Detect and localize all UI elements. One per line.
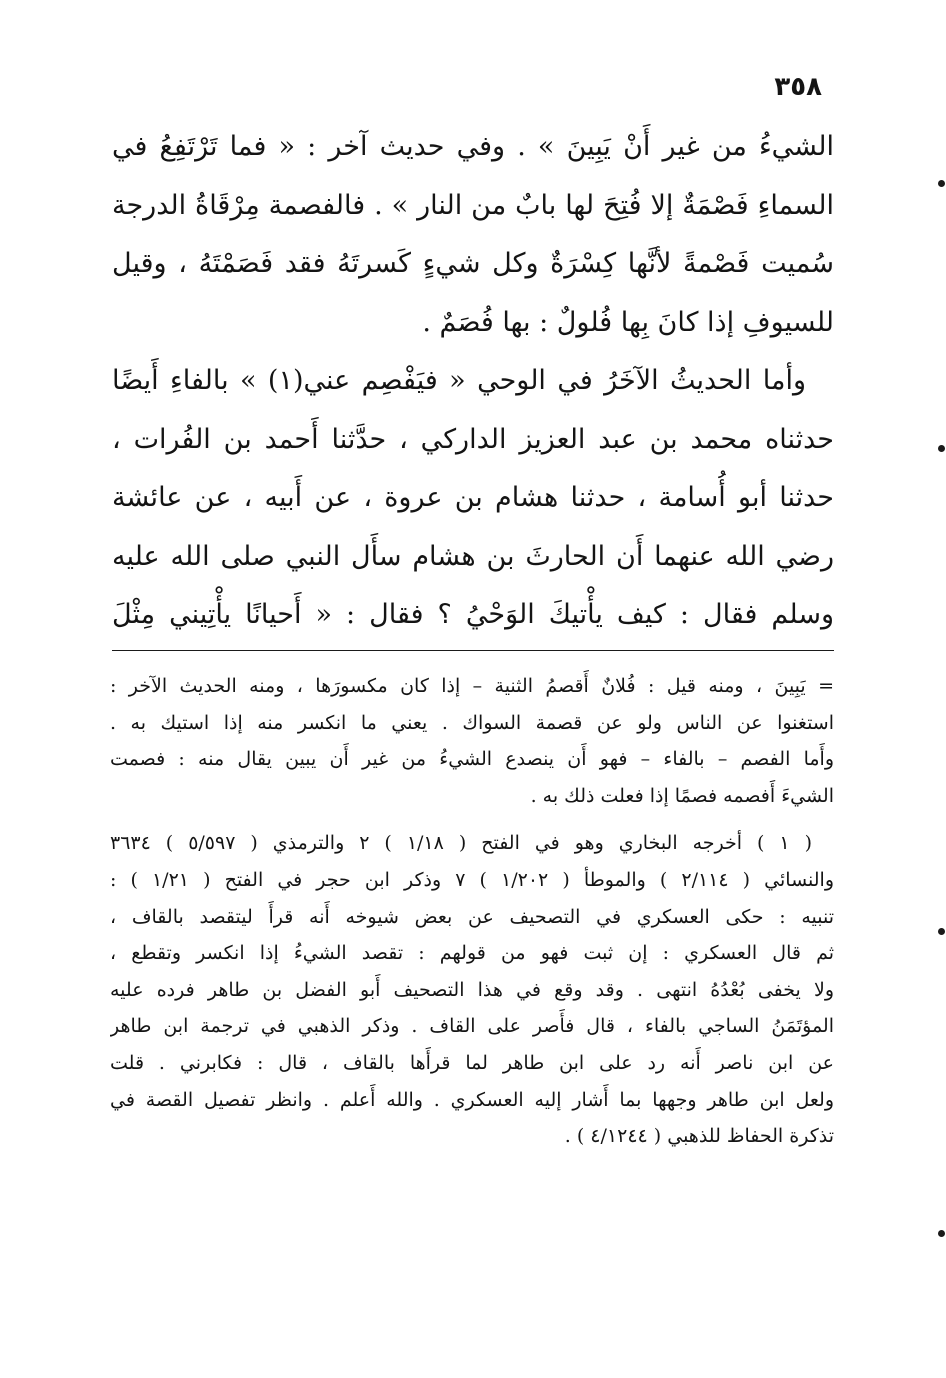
main-text-line: وسلم فقال : كيف يأْتيكَ الوَحْيُ ؟ فقال : « أَحيانًا يأْتِيني مِثْلَ	[112, 599, 834, 630]
footnotes-block	[110, 668, 834, 1155]
margin-mark	[938, 445, 945, 452]
footnote-line: والنسائي ( ٢/١١٤ ) والموطأ ( ١/٢٠٢ ) ٧ وذكر ابن حجر في الفتح ( ١/٢١ ) :	[110, 868, 834, 891]
footnote-line: تنبيه : حكى العسكري في التصحيف عن بعض شيوخه أَنه قرأَ ليتقصد بالقاف ،	[110, 905, 834, 928]
margin-mark	[938, 1230, 945, 1237]
main-text-line: حدثناه محمد بن عبد العزيز الداركي ، حدَّثنا أَحمد بن الفُرات ،	[112, 423, 834, 455]
main-text-line: وأما الحديثُ الآخَرُ في الوحي « فيَفْصِم عني(١) » بالفاءِ أَيضًا	[112, 365, 806, 396]
footnote-line: عن ابن ناصر أَنه رد على ابن طاهر لما قرأَها بالقاف ، قال : فكابرني . قلت	[110, 1051, 834, 1074]
footnote-line: ولعل ابن طاهر وجهها بما أَشار إليه العسكري . والله أَعلم . وانظر تفصيل القصة في	[110, 1088, 834, 1111]
footnote-continuation	[110, 668, 834, 814]
footnote-line: تذكرة الحفاظ للذهبي ( ٤/١٢٤٤ ) .	[564, 1125, 834, 1148]
footnote-separator	[112, 650, 834, 651]
main-text-line: حدثنا أبو أُسامة ، حدثنا هشام بن عروة ، عن أَبيه ، عن عائشة	[112, 482, 834, 513]
page-number: ٣٥٨	[774, 72, 822, 102]
main-text-line: رضي الله عنهما أَن الحارثَ بن هشام سأَل النبي صلى الله عليه	[112, 540, 834, 572]
main-text-line: للسيوفِ إذا كانَ بِها فُلولٌ : بها فُصَمٌ .	[422, 306, 834, 338]
footnote-line: المؤتَمَنُ الساجي بالفاء ، قال فأَصر على القاف . وذكر الذهبي في ترجمة ابن طاهر	[110, 1015, 834, 1038]
footnote-line: الشيءَ أَفصمه فصمًا إذا فعلت ذلك به .	[530, 784, 834, 807]
footnote-line: = يَبِينَ ، ومنه قيل : فُلانٌ أَقصمُ الثنية – إذا كان مكسورَها ، ومنه الحديث الآخر :	[110, 675, 834, 697]
margin-mark	[938, 180, 945, 187]
footnote-line: وأَما الفصم – بالفاء – فهو أَن ينصدع الشيءُ من غير أَن يبين يقال منه : فصمت	[110, 748, 834, 771]
main-text-block	[112, 118, 834, 645]
footnote-line: ( ١ ) أخرجه البخاري وهو في الفتح ( ١/١٨ ) ٢ والترمذي ( ٥/٥٩٧ ) ٣٦٣٤	[110, 832, 812, 855]
footnote-line: استغنوا عن الناس ولو عن قصمة السواك . يعني ما انكسر منه إذا استيك به .	[110, 711, 834, 734]
main-text-line: السماءِ فَصْمَةٌ إلا فُتِحَ لها بابٌ من النار » . فالفصمة مِرْقَاةُ الدرجة	[112, 189, 834, 221]
main-text-line: سُميت فَصْمةً لأنَّها كِسْرَةٌ وكل شيءٍ كَسرتَهُ فقد فَصَمْتَهُ ، وقيل	[112, 248, 834, 279]
footnote-1	[110, 825, 834, 1154]
footnote-line: ثم قال العسكري : إن ثبت فهو من قولهم : تقصد الشيءُ إذا انكسر وتقطع ،	[110, 942, 834, 965]
footnote-line: ولا يخفى بُعْدُهُ انتهى . وقد وقع في هذا التصحيف أَبو الفضل بن طاهر فرده عليه	[110, 978, 834, 1001]
main-text-line: الشيءُ من غير أَنْ يَبِينَ » . وفي حديث آخر : « فما تَرْتَفِعُ في	[112, 131, 834, 162]
margin-mark	[938, 928, 945, 935]
